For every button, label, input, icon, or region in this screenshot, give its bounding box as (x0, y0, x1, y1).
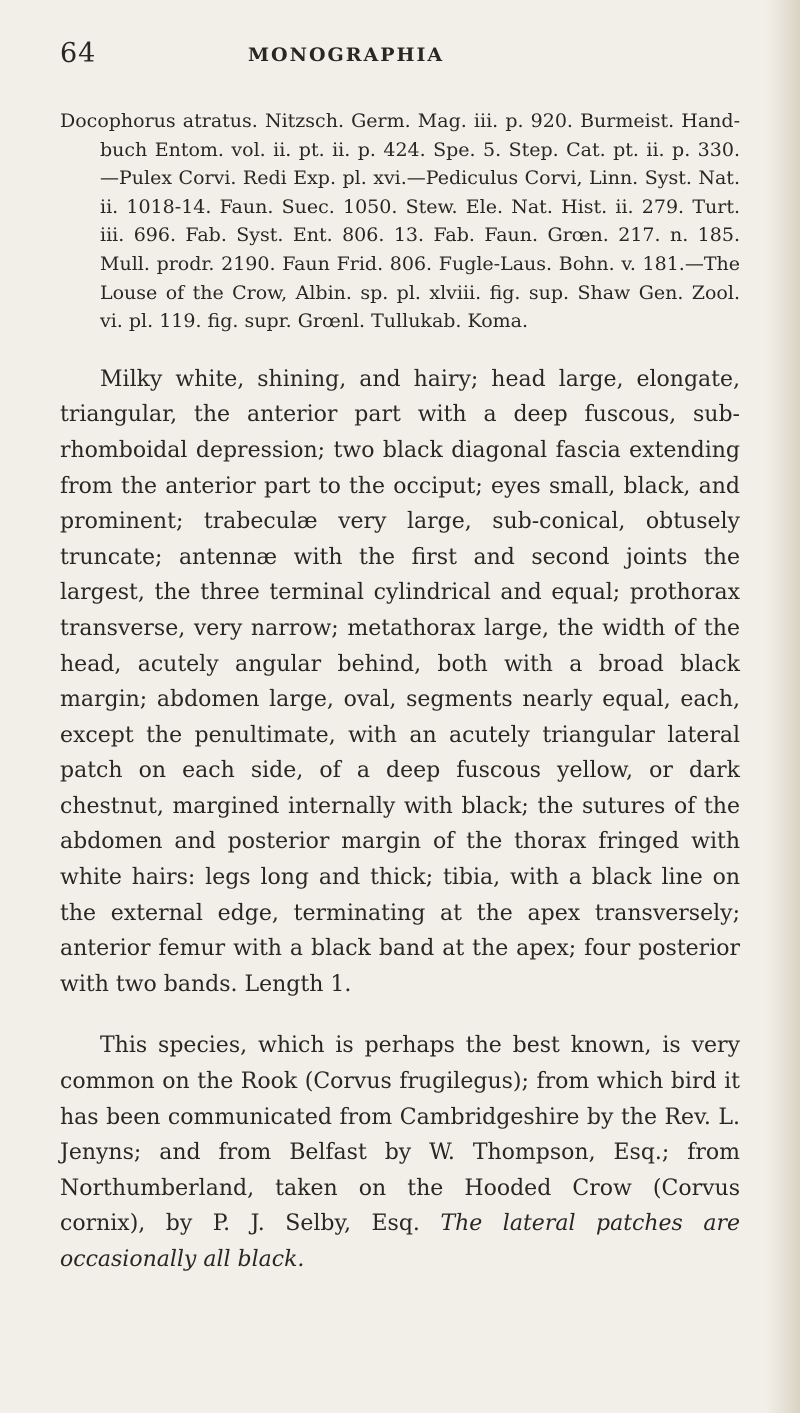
notes-text: This species, which is perhaps the best known, is very common on the Rook (Corvus frugilegus); from which bird it has been communicated from Cambridgeshire by the Rev. L. Jenyns; and from Belfast by W. Thompson, Esq.; from Northumberland, taken on the Hooded Crow (Corvus cornix), by P. J. Selby, Esq. (60, 1033, 740, 1237)
description-paragraph: Milky white, shining, and hairy; head large, elongate, triangular, the anterior part with a deep fuscous, sub-rhomboidal depression; two black diagonal fascia extending from the anterior part to the occiput; eyes small, black, and prominent; trabeculæ very large, sub-conical, obtusely truncate; antennæ with the first and second joints the largest, the three terminal cylindrical and equal; prothorax transverse, very narrow; metathorax large, the width of the head, acutely angular behind, both with a broad black margin; abdomen large, oval, segments nearly equal, each, except the penultimate, with an acutely triangular lateral patch on each side, of a deep fuscous yellow, or dark chestnut, margined internally with black; the sutures of the abdomen and posterior margin of the thorax fringed with white hairs: legs long and thick; tibia, with a black line on the external edge, terminating at the apex transversely; anterior femur with a black band at the apex; four posterior with two bands. Length 1. (60, 366, 740, 997)
page-number: 64 (60, 38, 97, 69)
page-body (60, 107, 740, 1278)
notes-italic-text: The lateral patches are occasionally all black. (60, 1211, 741, 1272)
synonymy-paragraph: Docophorus atratus. Nitzsch. Germ. Mag. iii. p. 920. Burmeist. Hand-buch Entom. vol. ii. pt. ii. p. 424. Spe. 5. Step. Cat. pt. ii. p. 330. —Pulex Corvi. Redi Exp. pl. xvi.—Pediculus Corvi, Linn. Syst. Nat. ii. 1018-14. Faun. Suec. 1050. Stew. Ele. Nat. Hist. ii. 279. Turt. iii. 696. Fab. Syst. Ent. 806. 13. Fab. Faun. Grœn. 217. n. 185. Mull. prodr. 2190. Faun Frid. 806. Fugle-Laus. Bohn. v. 181.—The Louse of the Crow, Albin. sp. pl. xlviii. fig. sup. Shaw Gen. Zool. vi. pl. 119. fig. supr. Grœnl. Tullukab. Koma. (60, 110, 740, 333)
page-edge-shadow (766, 0, 800, 1413)
page-header (60, 38, 740, 78)
running-head: MONOGRAPHIA (248, 44, 445, 66)
notes-paragraph (60, 1028, 740, 1277)
